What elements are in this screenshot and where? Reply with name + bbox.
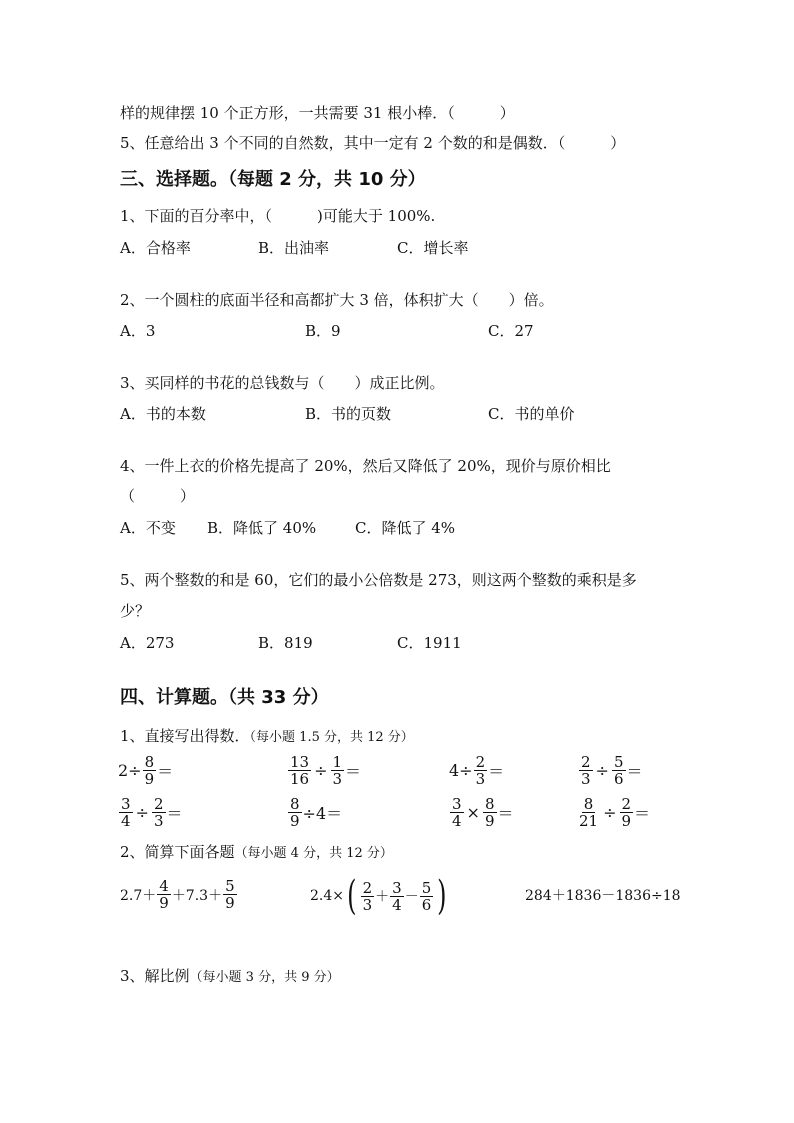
s1-num1: 4 <box>159 877 169 895</box>
choice-q4-option-c[interactable]: C．降低了 4% <box>355 519 456 537</box>
s2-den2: 4 <box>392 895 402 914</box>
expr7-operator: × <box>466 803 480 822</box>
expr4-fraction1 <box>579 754 593 787</box>
expr7-equals: ＝ <box>497 804 514 823</box>
expr1-num: 8 <box>144 753 155 771</box>
expr6-fraction <box>288 796 302 829</box>
calc-part2-title-text: 2、简算下面各题 <box>120 843 235 861</box>
expr3-num: 2 <box>475 753 486 771</box>
choice-q2-option-b[interactable]: B．9 <box>305 322 341 340</box>
simplify-expr-2 <box>310 873 450 919</box>
s2-right-paren: ) <box>437 873 447 919</box>
choice-q5-option-b[interactable]: B．819 <box>258 634 313 652</box>
expr5-den2: 3 <box>153 812 164 830</box>
expr4-num1: 2 <box>581 753 591 771</box>
s2-left-paren: ( <box>347 873 357 919</box>
expr2-num2: 1 <box>332 753 343 771</box>
expr5-fraction2 <box>152 796 166 829</box>
expr6-den: 9 <box>290 812 300 830</box>
expr5-fraction1 <box>119 796 133 829</box>
choice-q2-option-c[interactable]: C．27 <box>488 322 534 340</box>
expr8-num2: 2 <box>621 795 632 813</box>
choice-q5-stem-line1: 5、两个整数的和是 60，它们的最小公倍数是 273，则这两个整数的乘积是多 <box>120 571 637 589</box>
s2-minus: － <box>404 889 419 905</box>
expr1-equals: ＝ <box>157 762 174 781</box>
choice-q3-option-a[interactable]: A．书的本数 <box>120 405 206 423</box>
s2-num2: 3 <box>392 878 402 897</box>
choice-q5-stem-line2: 少？ <box>120 602 151 620</box>
s2-fraction2 <box>390 880 404 913</box>
calc-part1-title <box>120 726 414 748</box>
calc-expr-1 <box>118 754 173 787</box>
choice-q4-option-b[interactable]: B．降低了 40% <box>207 519 317 537</box>
choice-q1-option-b[interactable]: B．出油率 <box>258 239 330 257</box>
s2-plus: ＋ <box>375 889 390 905</box>
s2-num3: 5 <box>421 878 432 897</box>
judge-q4-tail: 样的规律摆 10 个正方形，一共需要 31 根小棒．（ ） <box>120 104 515 122</box>
judge-q5: 5、任意给出 3 个不同的自然数，其中一定有 2 个数的和是偶数．（ ） <box>120 134 626 152</box>
expr4-fraction2 <box>612 754 626 787</box>
expr8-fraction1 <box>577 796 600 829</box>
choice-q5-option-a[interactable]: A．273 <box>120 634 175 652</box>
s1-den2: 9 <box>225 894 235 912</box>
choice-q1-stem: 1、下面的百分率中，（ )可能大于 100%. <box>120 207 436 225</box>
s2-num1: 2 <box>362 878 373 897</box>
expr8-num1: 8 <box>583 795 594 813</box>
calc-part3-title-text: 3、解比例 <box>120 967 190 985</box>
expr5-den1: 4 <box>121 812 131 830</box>
calc-expr-2 <box>287 754 361 787</box>
choice-q5-option-c[interactable]: C．1911 <box>397 634 462 652</box>
expr3-lead: 4÷ <box>449 761 473 780</box>
s2-lead: 2.4× <box>310 888 344 904</box>
choice-q4-stem: 4、一件上衣的价格先提高了 20%，然后又降低了 20%，现价与原价相比 <box>120 457 611 475</box>
s1-lead: 2.7＋ <box>120 887 157 904</box>
expr5-num2: 2 <box>153 795 164 813</box>
expr8-operator: ÷ <box>603 803 617 822</box>
expr7-den1: 4 <box>452 812 462 830</box>
expr1-den: 9 <box>144 770 155 788</box>
expr2-operator: ÷ <box>314 761 328 780</box>
s2-fraction3 <box>420 880 434 913</box>
expr8-fraction2 <box>620 796 634 829</box>
expr4-equals: ＝ <box>626 762 643 781</box>
expr4-num2: 5 <box>613 753 624 771</box>
expr3-fraction <box>474 754 488 787</box>
s2-den3: 6 <box>421 895 432 914</box>
s1-den1: 9 <box>159 894 169 912</box>
calc-part3-note: （每小题 3 分，共 9 分） <box>189 970 340 985</box>
expr1-lead: 2÷ <box>118 761 142 780</box>
expr8-den1: 21 <box>579 812 599 830</box>
expr4-operator: ÷ <box>595 761 609 780</box>
choice-q4-blank: （ ） <box>120 487 196 505</box>
choice-q1-option-c[interactable]: C．增长率 <box>397 239 469 257</box>
calc-expr-4 <box>578 754 643 787</box>
expr8-den2: 9 <box>621 812 632 830</box>
calc-part2-note: （每小题 4 分，共 12 分） <box>234 846 393 861</box>
simplify-expr-1 <box>120 878 238 911</box>
choice-q4-option-a[interactable]: A．不变 <box>120 519 176 537</box>
s1-middle: ＋7.3＋ <box>171 887 223 904</box>
s2-fraction1 <box>361 880 375 913</box>
choice-q1-option-a[interactable]: A．合格率 <box>120 239 191 257</box>
expr5-num1: 3 <box>121 795 131 813</box>
expr2-fraction1 <box>288 754 311 787</box>
expr3-equals: ＝ <box>488 762 505 781</box>
s1-num2: 5 <box>225 877 235 895</box>
expr6-num: 8 <box>290 795 300 813</box>
expr5-operator: ÷ <box>135 803 149 822</box>
calc-expr-5 <box>118 796 183 829</box>
section-heading-calc: 四、计算题。（共 33 分） <box>120 687 329 708</box>
calc-part1-note: （每小题 1.5 分，共 12 分） <box>249 730 414 745</box>
expr2-equals: ＝ <box>345 762 362 781</box>
calc-expr-7 <box>449 796 514 829</box>
expr7-fraction2 <box>483 796 497 829</box>
expr1-fraction <box>143 754 157 787</box>
choice-q2-stem: 2、一个圆柱的底面半径和高都扩大 3 倍，体积扩大（ ）倍。 <box>120 291 554 309</box>
choice-q3-option-c[interactable]: C．书的单价 <box>488 405 575 423</box>
s2-den1: 3 <box>362 895 373 914</box>
expr7-num1: 3 <box>452 795 462 813</box>
choice-q3-option-b[interactable]: B．书的页数 <box>305 405 392 423</box>
simplify-expr-3: 284＋1836－1836÷18 <box>525 888 681 904</box>
expr6-tail: ÷4＝ <box>302 804 343 823</box>
expr2-den1: 16 <box>290 770 310 788</box>
expr4-den2: 6 <box>613 770 624 788</box>
expr3-den: 3 <box>475 770 486 788</box>
expr7-fraction1 <box>450 796 464 829</box>
expr2-fraction2 <box>331 754 345 787</box>
expr2-num1: 13 <box>290 753 310 771</box>
expr4-den1: 3 <box>581 770 591 788</box>
calc-expr-8 <box>576 796 650 829</box>
expr7-den2: 9 <box>484 812 495 830</box>
calc-expr-6 <box>287 796 342 829</box>
calc-part2-title <box>120 842 393 864</box>
s1-fraction2 <box>223 878 237 911</box>
calc-expr-3 <box>449 754 504 787</box>
calc-part1-title-text: 1、直接写出得数． <box>120 727 250 745</box>
s1-fraction1 <box>157 878 171 911</box>
section-heading-choice: 三、选择题。（每题 2 分，共 10 分） <box>120 169 426 190</box>
calc-part3-title <box>120 966 340 988</box>
expr2-den2: 3 <box>332 770 343 788</box>
expr5-equals: ＝ <box>166 804 183 823</box>
expr8-equals: ＝ <box>634 804 651 823</box>
expr7-num2: 8 <box>484 795 495 813</box>
choice-q3-stem: 3、买同样的书花的总钱数与（ ）成正比例。 <box>120 374 445 392</box>
choice-q2-option-a[interactable]: A．3 <box>120 322 156 340</box>
